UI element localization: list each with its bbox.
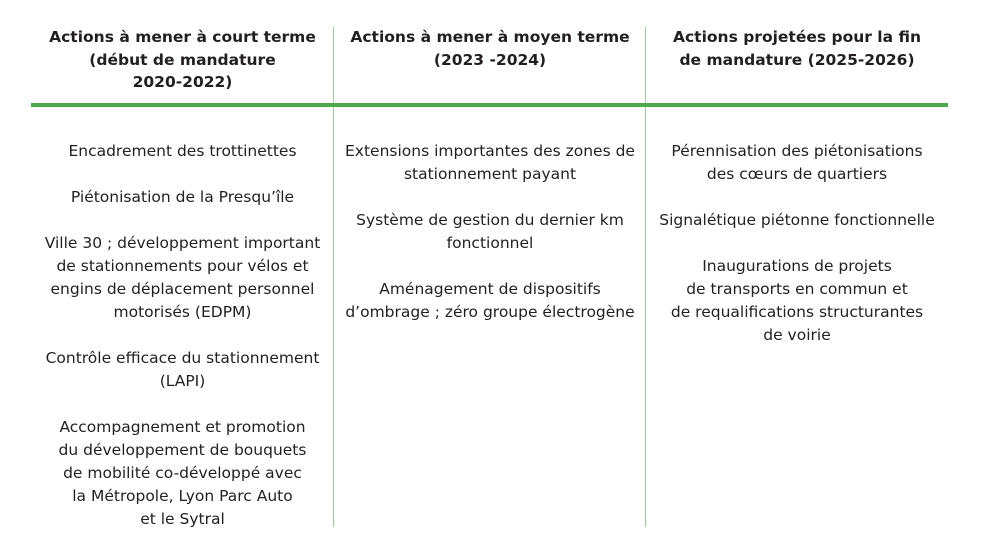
- list-item: Signalétique piétonne fonctionnelle: [659, 211, 935, 229]
- column-divider: [645, 27, 646, 527]
- list-item: Accompagnement et promotion du développement de bouquets de mobilité co-développé avec la Métropole, Lyon Parc Auto et le Sytral: [58, 418, 307, 528]
- list-item: Piétonisation de la Presqu’île: [70, 188, 295, 206]
- list-item: Système de gestion du dernier km fonctionnel: [356, 211, 624, 252]
- column-short-term: [31, 20, 334, 532]
- list-item: Contrôle efficace du stationnement (LAPI): [45, 349, 320, 390]
- column-header-medium-term: Actions à mener à moyen terme (2023 -2024): [350, 28, 630, 69]
- list-item: Ville 30 ; développement important de stationnements pour vélos et engins de déplacement personnel motorisés (EDPM): [44, 234, 321, 321]
- column-divider: [333, 27, 334, 527]
- item-list-end-of-term: [646, 140, 948, 370]
- item-list-medium-term: [334, 140, 646, 347]
- list-item: Pérennisation des piétonisations des cœurs de quartiers: [671, 142, 923, 183]
- list-item: Extensions importantes des zones de stationnement payant: [345, 142, 635, 183]
- column-header-short-term: Actions à mener à court terme (début de mandature 2020-2022): [49, 28, 316, 91]
- header-rule: [31, 103, 948, 107]
- list-item: Aménagement de dispositifs d’ombrage ; zéro groupe électrogène: [345, 280, 635, 321]
- item-list-short-term: [31, 140, 334, 554]
- action-timeline-table: [31, 20, 948, 532]
- list-item: Encadrement des trottinettes: [68, 142, 297, 160]
- list-item: Inaugurations de projets de transports en commun et de requalifications structurantes de voirie: [670, 257, 924, 344]
- column-medium-term: [334, 20, 646, 532]
- column-end-of-term: [646, 20, 948, 532]
- column-header-end-of-term: Actions projetées pour la fin de mandature (2025-2026): [673, 28, 921, 69]
